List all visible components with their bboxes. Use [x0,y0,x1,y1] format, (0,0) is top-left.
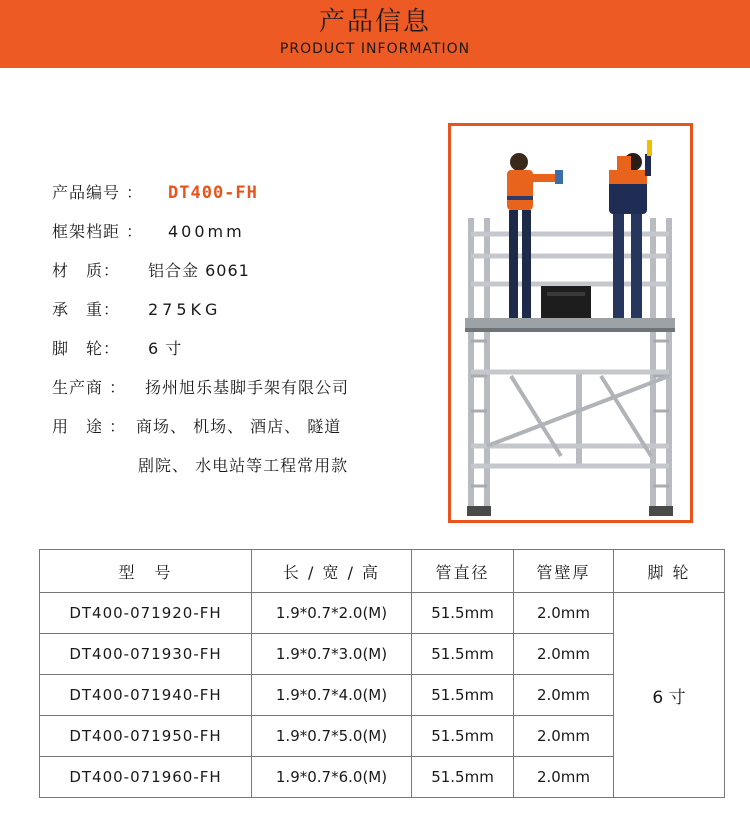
spec-frame-spacing [52,221,245,243]
cell-thickness: 2.0mm [514,634,614,675]
spec-caster [52,338,182,360]
table-row [40,593,725,634]
page-title: 产品信息 [318,7,431,37]
header-wall-thickness: 管壁厚 [514,550,614,593]
spec-manufacturer [52,377,349,399]
header-model: 型 号 [40,550,252,593]
cell-dimensions: 1.9*0.7*2.0(M) [252,593,412,634]
spec-value: 275KG [148,300,222,319]
cell-model: DT400-071920-FH [40,593,252,634]
cell-dimensions: 1.9*0.7*5.0(M) [252,716,412,757]
spec-value: DT400-FH [168,183,258,203]
cell-model: DT400-071940-FH [40,675,252,716]
cell-thickness: 2.0mm [514,716,614,757]
cell-thickness: 2.0mm [514,757,614,798]
cell-model: DT400-071950-FH [40,716,252,757]
spec-load [52,299,221,321]
table-header-row [40,550,725,593]
cell-diameter: 51.5mm [412,675,514,716]
spec-label: 承 重： [52,300,121,319]
cell-diameter: 51.5mm [412,757,514,798]
cell-diameter: 51.5mm [412,593,514,634]
header-dimensions: 长 / 宽 / 高 [252,550,412,593]
spec-label: 材 质： [52,261,121,280]
cell-model: DT400-071960-FH [40,757,252,798]
scaffold-illustration [451,126,690,520]
spec-table [39,549,725,798]
spec-usage-continued: 剧院、 水电站等工程常用款 [138,456,349,475]
spec-label: 生产商 ： [52,378,127,397]
spec-value: 商场、 机场、 酒店、 隧道 [136,417,342,436]
cell-dimensions: 1.9*0.7*6.0(M) [252,757,412,798]
spec-label: 脚 轮： [52,339,121,358]
worker-right [609,140,652,318]
spec-material [52,260,250,282]
spec-value: 扬州旭乐基脚手架有限公司 [145,378,350,397]
spec-label: 框架档距 ： [52,222,144,241]
header-banner [0,0,750,68]
spec-value: 400mm [168,222,245,241]
cell-dimensions: 1.9*0.7*4.0(M) [252,675,412,716]
spec-label: 产品编号 ： [52,183,144,202]
cell-caster: 6 寸 [614,593,725,798]
header-caster: 脚 轮 [614,550,725,593]
cell-diameter: 51.5mm [412,634,514,675]
cell-dimensions: 1.9*0.7*3.0(M) [252,634,412,675]
cell-model: DT400-071930-FH [40,634,252,675]
header-tube-diameter: 管直径 [412,550,514,593]
spec-value: 铝合金 6061 [148,261,250,280]
product-photo [448,123,693,523]
cell-thickness: 2.0mm [514,675,614,716]
page-subtitle: PRODUCT INFORMATION [279,41,471,57]
cell-thickness: 2.0mm [514,593,614,634]
spec-usage [52,416,341,438]
spec-label: 用 途 ： [52,417,127,436]
cell-diameter: 51.5mm [412,716,514,757]
spec-value: 6 寸 [148,339,183,358]
spec-product-code [52,182,258,204]
